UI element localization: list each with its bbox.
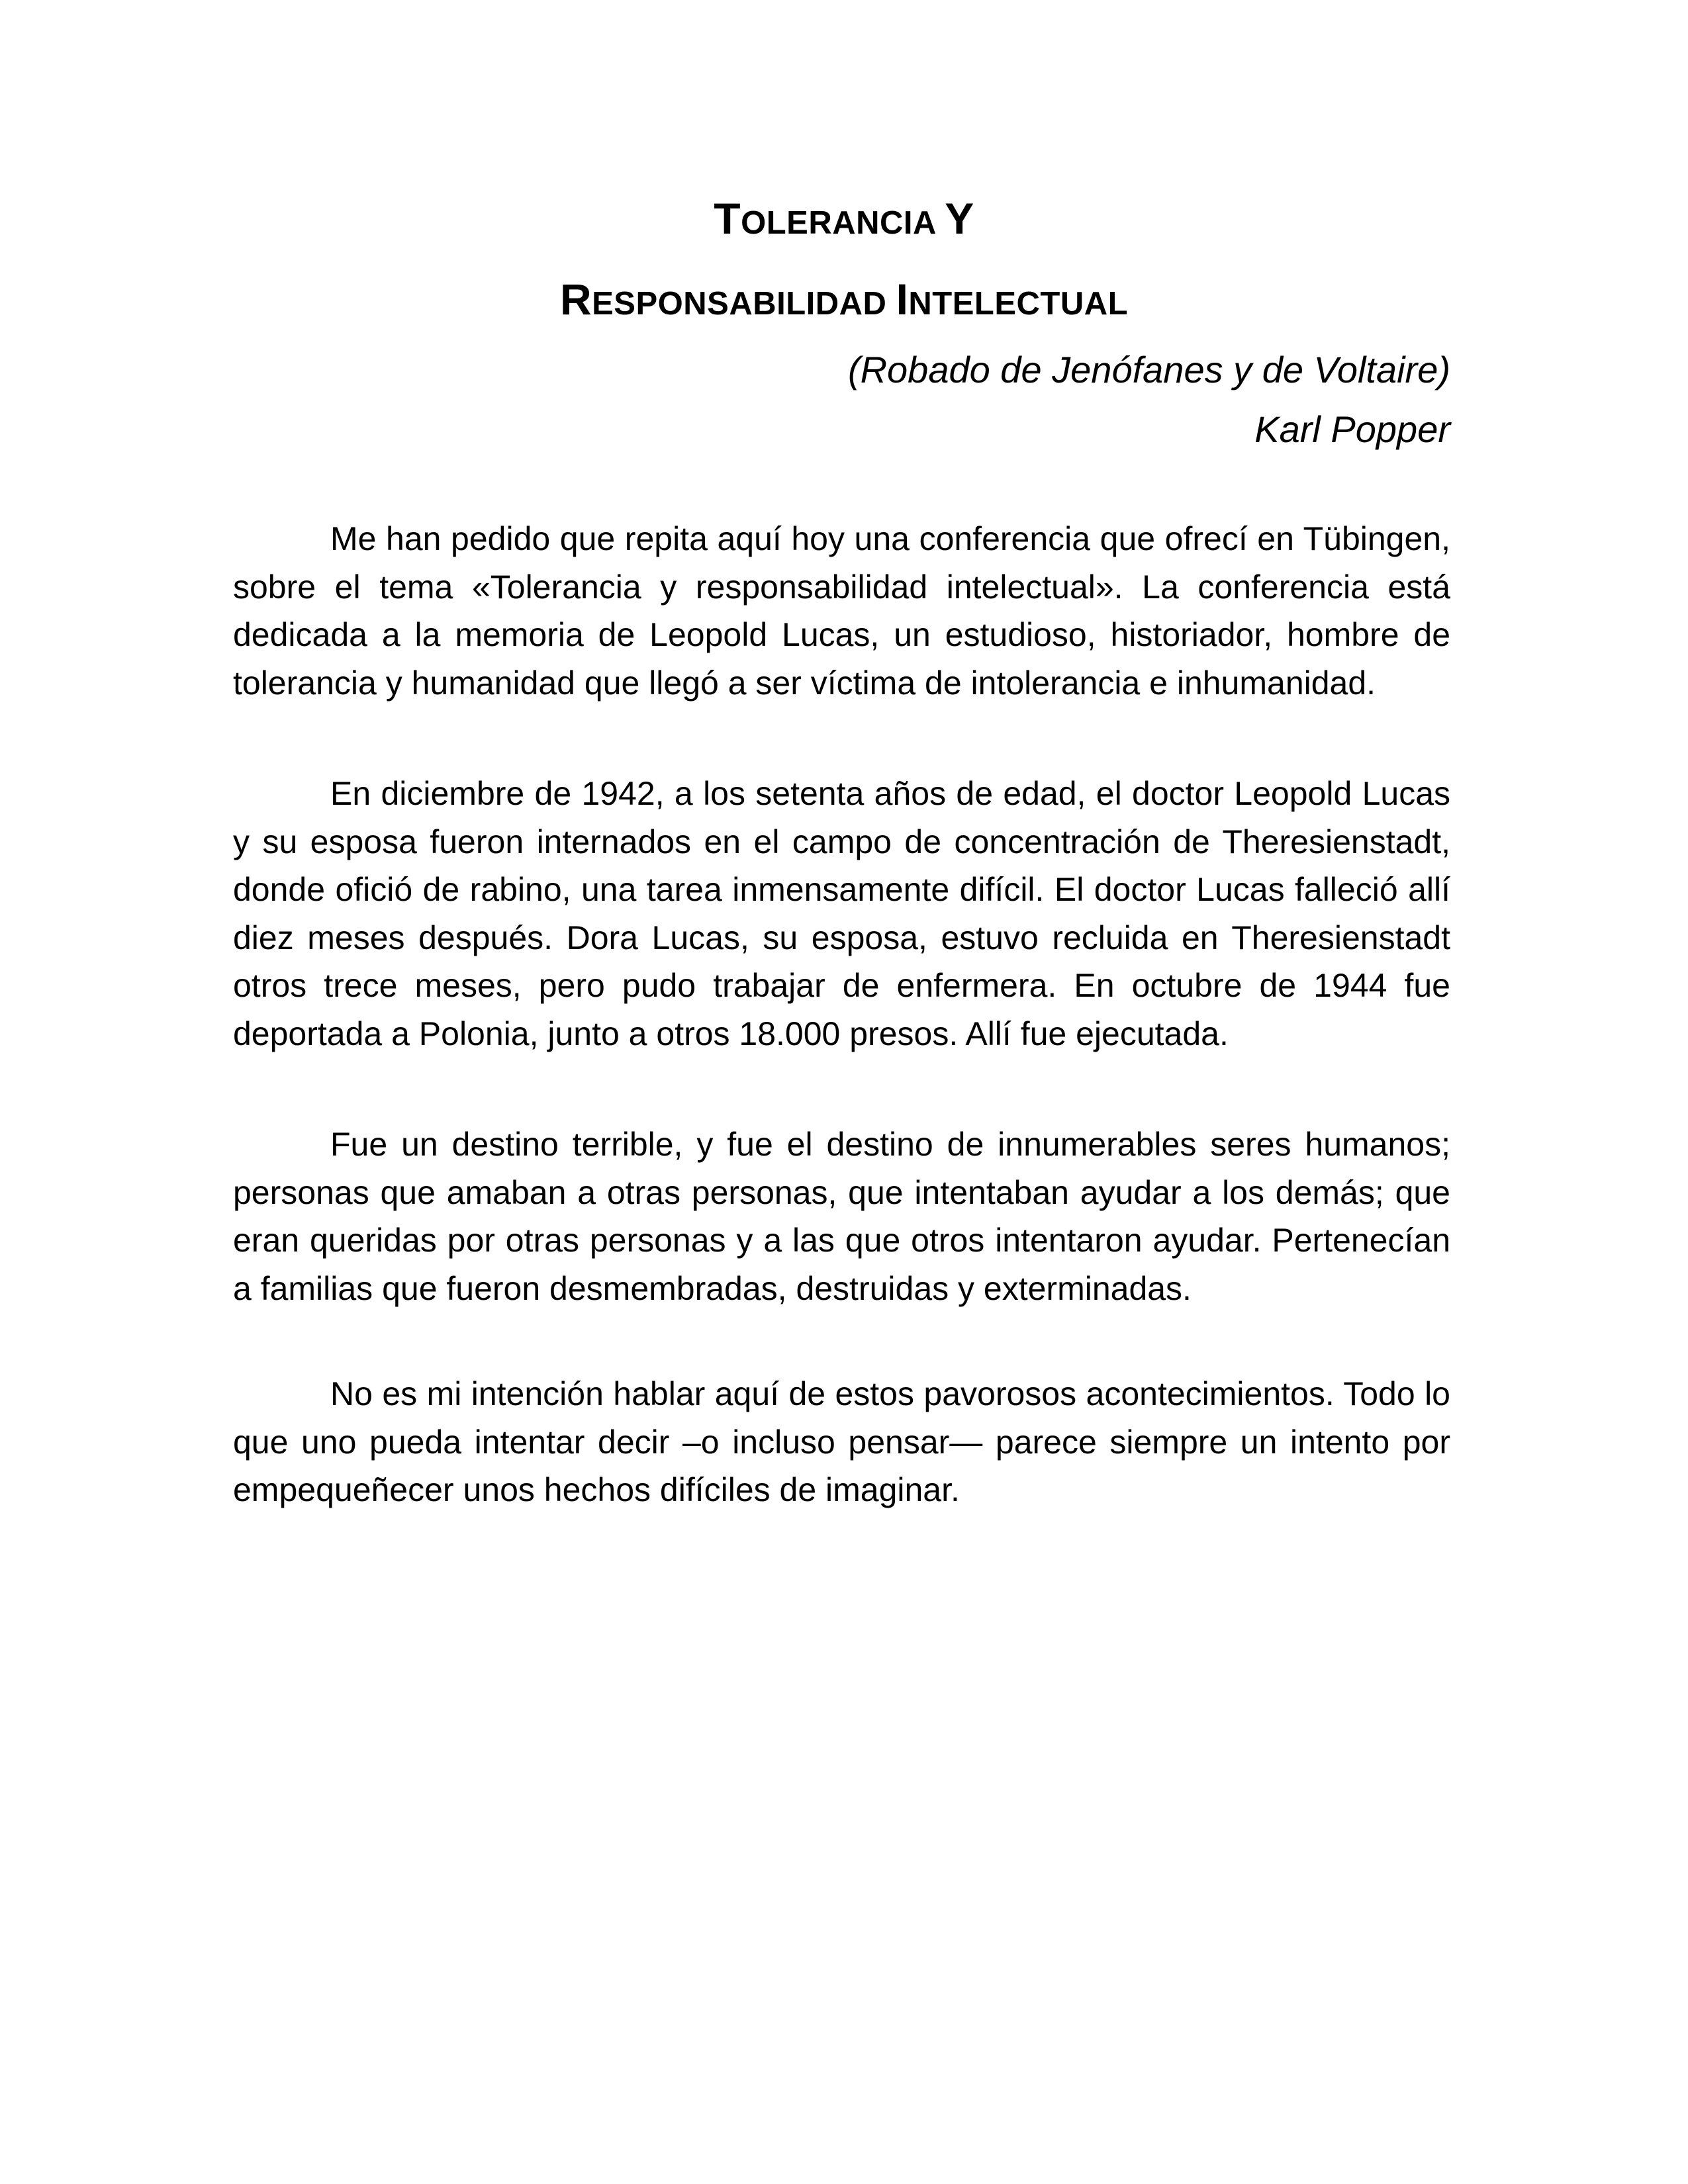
- body-paragraph-1: Me han pedido que repita aquí hoy una conferencia que ofrecí en Tübingen, sobre el tema «Tolerancia y responsabilidad intelectual». La conferencia está dedicada a la memoria de Leopold Lucas, un estudioso, historiador, hombre de tolerancia y humanidad que llegó a ser víctima de intolerancia e inhumanidad.: [233, 520, 1450, 702]
- title-space: [886, 286, 896, 322]
- title-line-2: [0, 275, 1688, 324]
- title-word: ESPONSABILIDAD: [592, 286, 887, 322]
- body-paragraph-2: En diciembre de 1942, a los setenta años de edad, el doctor Leopold Lucas y su esposa fueron internados en el campo de concentración de Theresienstadt, donde ofició de rabino, una tarea inmensamente difícil. El doctor Lucas falleció allí diez meses después. Dora Lucas, su esposa, estuvo recluida en Theresienstadt otros trece meses, pero pudo trabajar de enfermera. En octubre de 1944 fue deportada a Polonia, junto a otros 18.000 presos. Allí fue ejecutada.: [233, 775, 1450, 1052]
- title-initial: Y: [945, 194, 974, 243]
- subtitle: (Robado de Jenófanes y de Voltaire): [847, 349, 1450, 390]
- title-line-1: [0, 194, 1688, 243]
- title-word: NTELECTUAL: [908, 286, 1129, 322]
- body-paragraph-3: Fue un destino terrible, y fue el destino de innumerables seres humanos; personas que amaban a otras personas, que intentaban ayudar a los demás; que eran queridas por otras personas y a las que otros intentaron ayudar. Pertenecían a familias que fueron desmembradas, destruidas y exterminadas.: [233, 1126, 1450, 1307]
- title-space: [935, 205, 945, 241]
- title-initial: T: [714, 194, 741, 243]
- title-initial: I: [896, 275, 909, 324]
- body-paragraph-4: No es mi intención hablar aquí de estos pavorosos acontecimientos. Todo lo que uno pueda intentar decir –o incluso pensar— parece siempre un intento por empequeñecer unos hechos difíciles de imaginar.: [233, 1375, 1450, 1508]
- title-word: OLERANCIA: [741, 205, 936, 241]
- title-initial: R: [559, 275, 592, 324]
- author-name: Karl Popper: [1254, 408, 1450, 450]
